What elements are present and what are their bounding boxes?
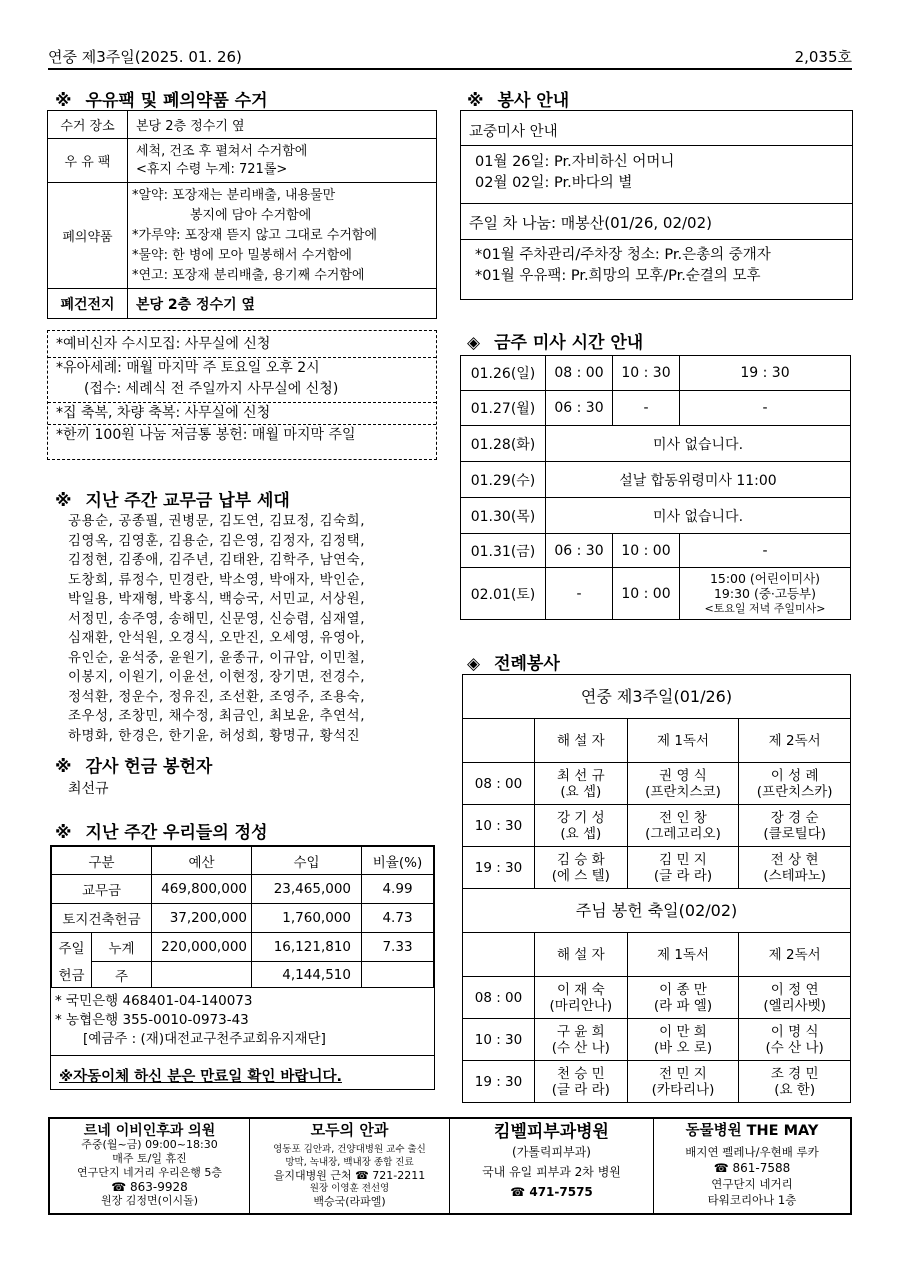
milk-info: 세척, 건조 후 펼쳐서 수거함에 <휴지 수령 누계: 721롤> (128, 139, 437, 183)
thanks-name: 최선규 (68, 781, 109, 797)
mass-line: 01월 26일: Pr.자비하신 어머니 (475, 154, 675, 170)
notice-item: *예비신자 수시모집: 사무실에 신청 (56, 336, 271, 352)
battery-label: 폐건전지 (48, 289, 128, 319)
bank-info: * 국민은행 468401-04-140073 * 농협은행 355-0010-0973-43 [예금주 : (재)대전교구천주교회유지재단] (55, 993, 326, 1047)
offering-box (50, 845, 435, 1090)
ad-eye-clinic: 모두의 안과 영동포 김안과, 건양대병원 교수 출신 망막, 녹내장, 백내장 종합 진료 을지대병원 근처 ☎ 721-2211 원장 이영훈 전선영 백승국(라파엘) (250, 1119, 450, 1213)
week2-title: 주님 봉헌 축일(02/02) (463, 889, 851, 933)
med-info: *알약: 포장재는 분리배출, 내용물만 봉지에 담아 수거함에 *가루약: 포장재 뜯지 않고 그대로 수거함에 *물약: 한 병에 모아 밀봉해서 수거함에 *연고: 포장재 분리배출, 용기째 수거함에 (128, 183, 437, 289)
notice-item: (접수: 세례식 전 주일까지 사무실에 신청) (84, 381, 339, 397)
service-box (460, 110, 853, 300)
collect-title: ※ 우유팩 및 폐의약품 수거 (55, 91, 268, 111)
duty-line: *01월 주차관리/주차장 청소: Pr.은총의 중개자 (475, 247, 771, 263)
milk-label: 우 유 팩 (48, 139, 128, 183)
duty-line: *01월 우유팩: Pr.희망의 모후/Pr.순결의 모후 (475, 268, 761, 284)
notice-item: *집 축복, 차량 축복: 사무실에 신청 (56, 405, 271, 421)
place-label: 수거 장소 (48, 111, 128, 139)
week1-title: 연중 제3주일(01/26) (463, 675, 851, 719)
notice-box (47, 330, 437, 460)
liturgy-table: 연중 제3주일(01/26) 해 설 자 제 1독서 제 2독서 08 : 00 최 선 규 (요 셉) 권 영 식 (프란치스코) 이 성 례 (프란치스카) 10 : 30 강 기 성 (요 셉) 전 인 창 (그레고리오) 장 경 순 (클로틸다) 19 : 30 김 승 화 (에 스 텔) 김 민 지 (글 라 라) 전 상 현 (스테파노) 주님 봉헌 축일(02/02) 해 설 자 제 1독서 제 2독서 08 : 00 이 재 숙 (마리안나) 이 종 만 (라 파 엘) 이 정 연 (엘리사벳) 10 : 30 구 윤 희 (수 산 나) 이 만 희 (바 오 로) 이 명 식 (수 산 나) 19 : 30 천 승 민 (글 라 라) 전 민 지 (카타리나) 조 경 민 (요 한) (462, 674, 851, 1103)
bulletin-header (48, 38, 852, 70)
med-label: 폐의약품 (48, 183, 128, 289)
issue-number: 2,035호 (794, 48, 852, 66)
offering-title: ※ 지난 주간 우리들의 정성 (55, 823, 268, 843)
collect-table (47, 110, 437, 319)
mass-head: 교중미사 안내 (461, 111, 852, 146)
offering-table: 구분 예산 수입 비율(%) 교무금 469,800,000 23,465,000 4.99 토지건축헌금 37,200,000 1,760,000 4.73 주일 누계 220,000,000 16,121,810 7.33 헌금 주 4,144,510 (51, 846, 434, 988)
notice-item: *유아세례: 매월 마지막 주 토요일 오후 2시 (56, 360, 320, 376)
service-title: ※ 봉사 안내 (467, 91, 570, 111)
auto-transfer-notice: ※자동이체 하신 분은 만료일 확인 바랍니다. (51, 1055, 434, 1086)
ad-ent-clinic: 르네 이비인후과 의원 주중(월~금) 09:00~18:30 매주 토/일 휴진 연구단지 네거리 우리은행 5층 ☎ 863-9928 원장 김정면(이시돌) (50, 1119, 250, 1213)
dues-name-list: 공용순, 공종필, 권병문, 김도연, 김묘정, 김숙희, 김영옥, 김영훈, 김용순, 김은영, 김정자, 김정택, 김정현, 김종애, 김주년, 김태완, 김학주, 남연숙, 도창희, 류정수, 민경란, 박소영, 박애자, 박인순, 박일용, 박재형, 박홍식, 백승국, 서민교, 서상원, 서정민, 송주영, 송해민, 신문영, 신승렴, 심재열, 심재환, 안석원, 오경식, 오만진, 오세영, 유영아, 유인순, 윤석중, 윤원기, 윤종규, 이규암, 이민철, 이봉지, 이원기, 이윤선, 이현정, 장기면, 전경수, 정석환, 정운수, 정유진, 조선환, 조영주, 조용숙, 조우성, 조창민, 채수정, 최금인, 최보윤, 추연석, 하명화, 한경은, 한기윤, 허성희, 황명규, 황석진 (68, 514, 366, 744)
battery-value: 본당 2층 정수기 옆 (128, 289, 437, 319)
masstime-title: ◈ 금주 미사 시간 안내 (467, 333, 644, 353)
mass-line: 02월 02일: Pr.바다의 별 (475, 175, 633, 191)
ads-bar (48, 1117, 852, 1215)
dues-title: ※ 지난 주간 교무금 납부 세대 (55, 491, 290, 511)
masstime-table: 01.26(일) 08 : 00 10 : 30 19 : 30 01.27(월) 06 : 30 - - 01.28(화) 미사 없습니다. 01.29(수) 설날 합동위령미사 11:00 01.30(목) 미사 없습니다. 01.31(금) 06 : 30 10 : 00 - 02.01(토) - 10 : 00 15:00 (어린이미사) 19:30 (중·고등부) <토요일 저녁 주일미사> (460, 355, 851, 620)
thanks-title: ※ 감사 헌금 봉헌자 (55, 757, 213, 777)
liturgy-title: ◈ 전례봉사 (467, 654, 560, 674)
share-line: 주일 차 나눔: 매봉산(01/26, 02/02) (461, 204, 852, 240)
ad-animal-hospital: 동물병원 THE MAY 배지연 펠레나/우현배 루카 ☎ 861-7588 연구단지 네거리 타워코리아나 1층 (685, 1123, 819, 1207)
issue-date: 연중 제3주일(2025. 01. 26) (48, 48, 242, 66)
ad-derm-hospital: 킴벨피부과병원 (가톨릭피부과) 국내 유일 피부과 2차 병원 ☎ 471-7575 (450, 1119, 654, 1213)
notice-item: *한끼 100원 나눔 저금통 봉헌: 매월 마지막 주일 (56, 427, 356, 443)
place-value: 본당 2층 정수기 옆 (128, 111, 437, 139)
